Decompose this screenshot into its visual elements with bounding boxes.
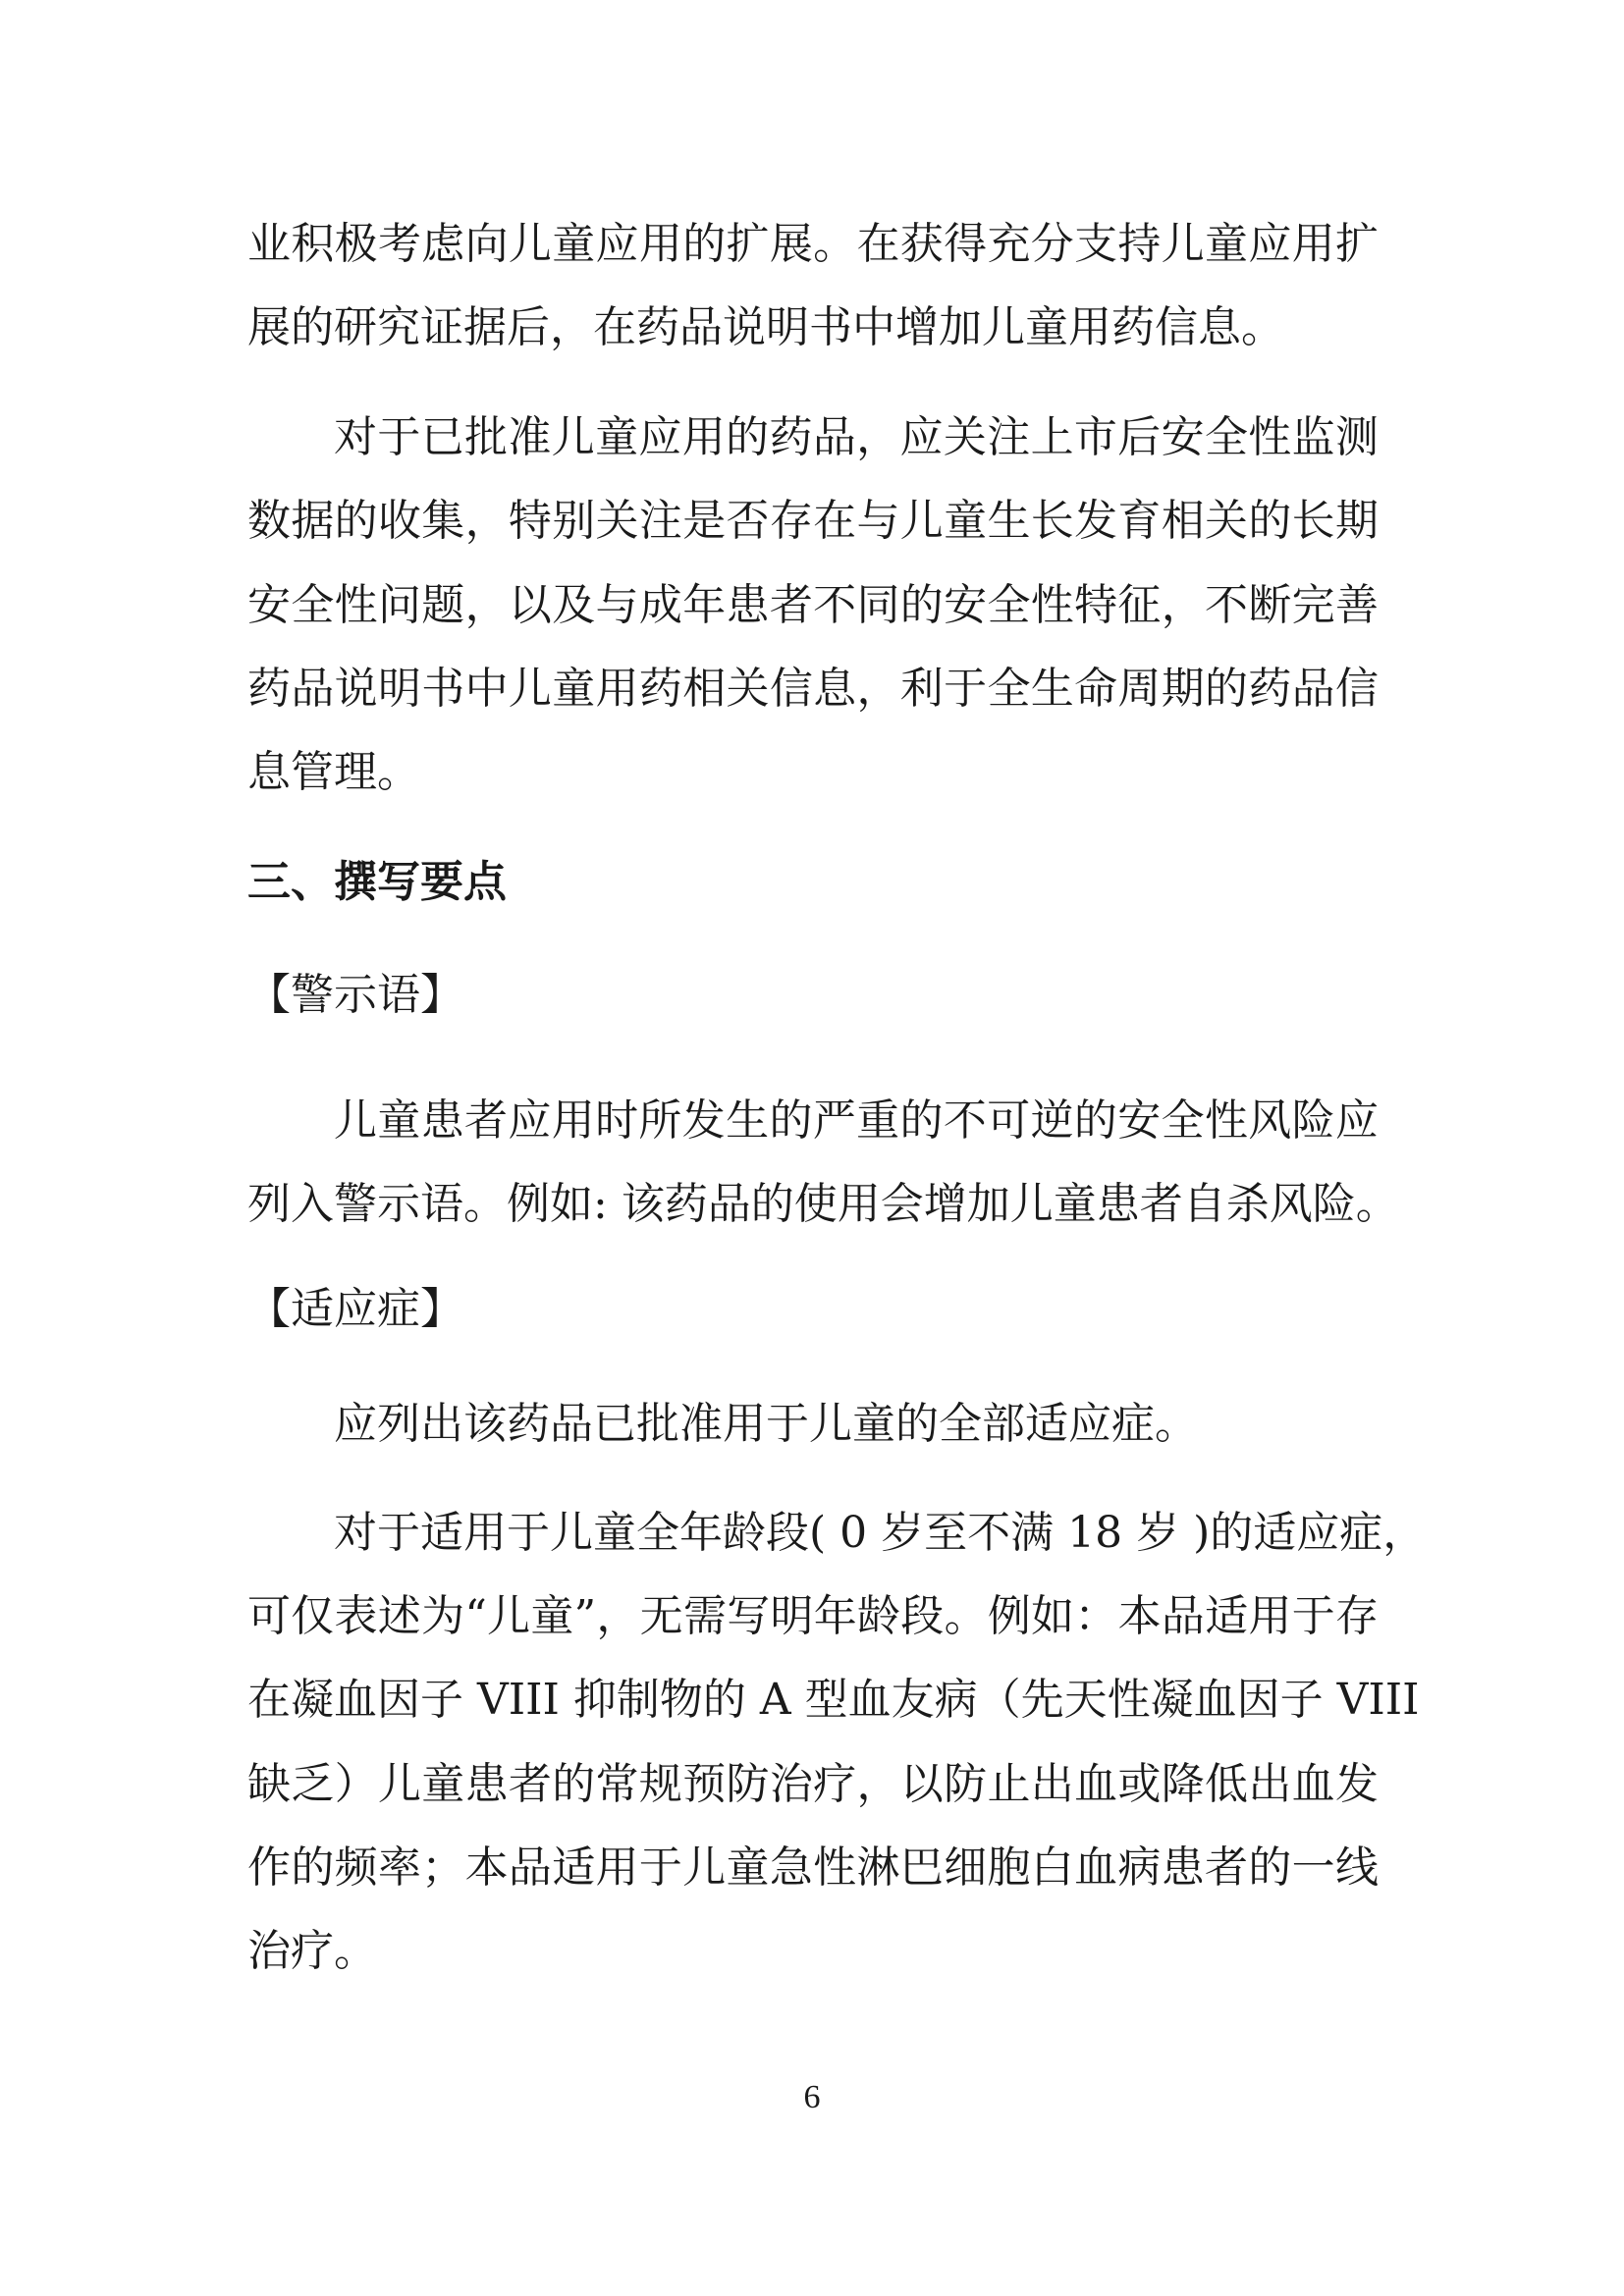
paragraph-line: 作的频率；本品适用于儿童急性淋巴细胞白血病患者的一线 bbox=[247, 1842, 1379, 1893]
paragraph-line: 可仅表述为“儿童”，无需写明年龄段。例如：本品适用于存 bbox=[247, 1591, 1379, 1641]
paragraph-line: 业积极考虑向儿童应用的扩展。在获得充分支持儿童应用扩 bbox=[247, 219, 1379, 269]
paragraph-line: 对于已批准儿童应用的药品，应关注上市后安全性监测 bbox=[334, 412, 1379, 462]
section-heading: 三、撰写要点 bbox=[247, 857, 507, 907]
paragraph-line: 展的研究证据后，在药品说明书中增加儿童用药信息。 bbox=[247, 302, 1284, 352]
paragraph-line: 治疗。 bbox=[247, 1926, 377, 1976]
warning-label-heading: 【警示语】 bbox=[247, 970, 463, 1020]
page-number: 6 bbox=[803, 2079, 821, 2115]
paragraph-line: 对于适用于儿童全年龄段( 0 岁至不满 18 岁 )的适应症， bbox=[334, 1508, 1427, 1558]
paragraph-line: 缺乏）儿童患者的常规预防治疗，以防止出血或降低出血发 bbox=[247, 1759, 1379, 1809]
indication-label-heading: 【适应症】 bbox=[247, 1284, 463, 1334]
paragraph-line: 数据的收集，特别关注是否存在与儿童生长发育相关的长期 bbox=[247, 496, 1379, 546]
paragraph-line: 药品说明书中儿童用药相关信息，利于全生命周期的药品信 bbox=[247, 664, 1379, 714]
paragraph-line: 在凝血因子 VIII 抑制物的 A 型血友病（先天性凝血因子 VIII bbox=[247, 1675, 1420, 1725]
paragraph-line: 息管理。 bbox=[247, 747, 420, 797]
paragraph-line: 安全性问题，以及与成年患者不同的安全性特征，不断完善 bbox=[247, 580, 1379, 630]
paragraph-line: 列入警示语。例如: 该药品的使用会增加儿童患者自杀风险。 bbox=[247, 1179, 1399, 1229]
paragraph-line: 儿童患者应用时所发生的严重的不可逆的安全性风险应 bbox=[334, 1095, 1379, 1146]
paragraph-line: 应列出该药品已批准用于儿童的全部适应症。 bbox=[334, 1399, 1198, 1449]
